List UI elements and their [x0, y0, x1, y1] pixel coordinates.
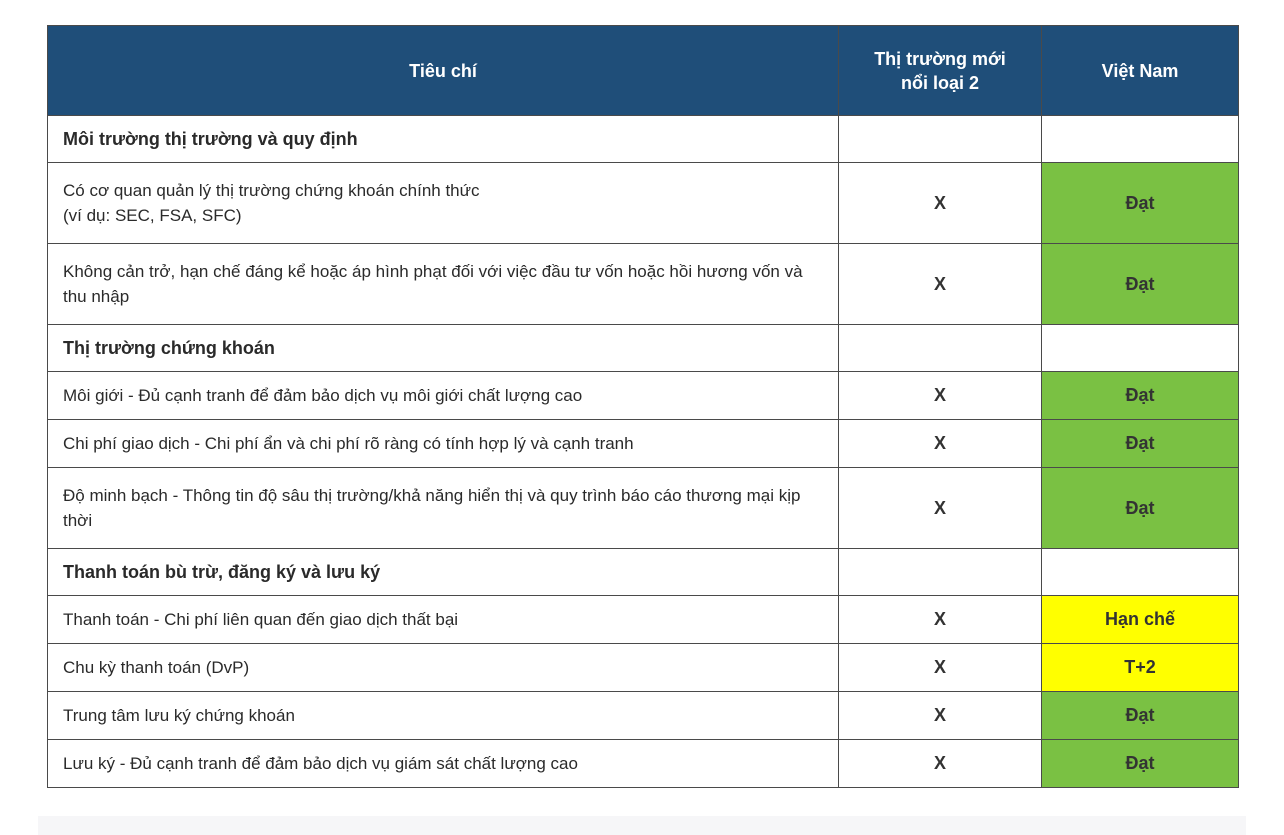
emerging-market-mark: X — [839, 244, 1042, 325]
vietnam-status-cell — [1042, 116, 1239, 163]
criteria-cell: Độ minh bạch - Thông tin độ sâu thị trường/khả năng hiển thị và quy trình báo cáo thương mại kịp thời — [48, 468, 839, 549]
vietnam-status-cell: Hạn chế — [1042, 596, 1239, 644]
header-criteria: Tiêu chí — [48, 26, 839, 116]
table-row — [48, 244, 1239, 325]
criteria-cell: Không cản trở, hạn chế đáng kể hoặc áp hình phạt đối với việc đầu tư vốn hoặc hồi hương vốn và thu nhập — [48, 244, 839, 325]
table-header — [48, 26, 1239, 116]
criteria-cell: Chu kỳ thanh toán (DvP) — [48, 644, 839, 692]
criteria-cell: Thanh toán - Chi phí liên quan đến giao dịch thất bại — [48, 596, 839, 644]
section-title: Thị trường chứng khoán — [48, 325, 839, 372]
vietnam-status-cell — [1042, 549, 1239, 596]
table-row — [48, 372, 1239, 420]
emerging-market-mark: X — [839, 372, 1042, 420]
emerging-market-mark — [839, 549, 1042, 596]
section-title: Môi trường thị trường và quy định — [48, 116, 839, 163]
vietnam-status-cell: Đạt — [1042, 372, 1239, 420]
criteria-table — [47, 25, 1239, 788]
table-row — [48, 740, 1239, 788]
section-title: Thanh toán bù trừ, đăng ký và lưu ký — [48, 549, 839, 596]
table-row — [48, 692, 1239, 740]
vietnam-status-cell: Đạt — [1042, 244, 1239, 325]
table-body — [48, 116, 1239, 788]
emerging-market-mark: X — [839, 163, 1042, 244]
table-row — [48, 163, 1239, 244]
table-row — [48, 644, 1239, 692]
table-row — [48, 420, 1239, 468]
emerging-market-mark: X — [839, 692, 1042, 740]
emerging-market-mark: X — [839, 740, 1042, 788]
emerging-market-mark — [839, 325, 1042, 372]
criteria-cell: Môi giới - Đủ cạnh tranh để đảm bảo dịch vụ môi giới chất lượng cao — [48, 372, 839, 420]
section-row — [48, 116, 1239, 163]
emerging-market-mark: X — [839, 596, 1042, 644]
vietnam-status-cell: Đạt — [1042, 163, 1239, 244]
criteria-cell: Trung tâm lưu ký chứng khoán — [48, 692, 839, 740]
criteria-cell: Có cơ quan quản lý thị trường chứng khoán chính thức (ví dụ: SEC, FSA, SFC) — [48, 163, 839, 244]
header-vietnam: Việt Nam — [1042, 26, 1239, 116]
vietnam-status-cell — [1042, 325, 1239, 372]
section-row — [48, 325, 1239, 372]
header-emerging-market-2-label: Thị trường mới nổi loại 2 — [874, 48, 1006, 93]
section-row — [48, 549, 1239, 596]
emerging-market-mark: X — [839, 644, 1042, 692]
header-emerging-market-2 — [839, 26, 1042, 116]
vietnam-status-cell: Đạt — [1042, 420, 1239, 468]
table-row — [48, 468, 1239, 549]
emerging-market-mark: X — [839, 420, 1042, 468]
footer-band — [38, 816, 1246, 835]
vietnam-status-cell: Đạt — [1042, 468, 1239, 549]
emerging-market-mark — [839, 116, 1042, 163]
table-row — [48, 596, 1239, 644]
criteria-cell: Lưu ký - Đủ cạnh tranh để đảm bảo dịch vụ giám sát chất lượng cao — [48, 740, 839, 788]
vietnam-status-cell: Đạt — [1042, 740, 1239, 788]
emerging-market-mark: X — [839, 468, 1042, 549]
criteria-cell: Chi phí giao dịch - Chi phí ẩn và chi phí rõ ràng có tính hợp lý và cạnh tranh — [48, 420, 839, 468]
vietnam-status-cell: T+2 — [1042, 644, 1239, 692]
header-row — [48, 26, 1239, 116]
vietnam-status-cell: Đạt — [1042, 692, 1239, 740]
